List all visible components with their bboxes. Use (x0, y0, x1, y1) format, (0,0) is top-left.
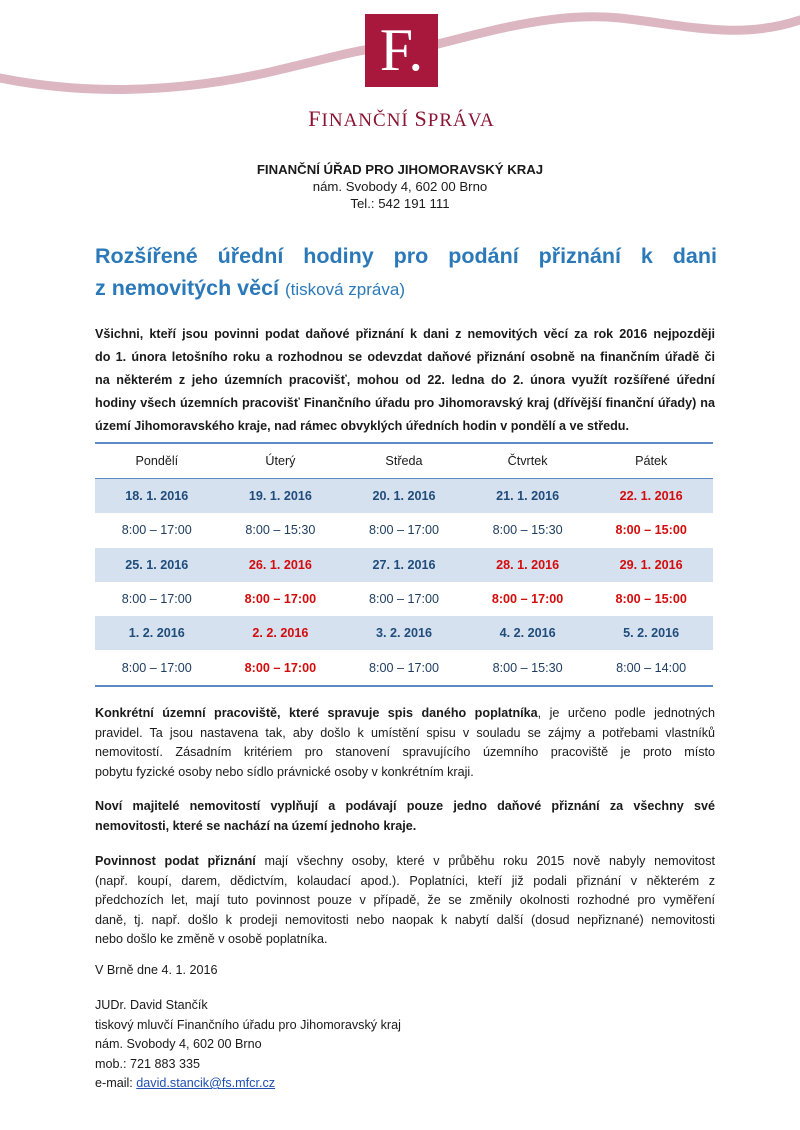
paragraph-line: daně, tj. např. došlo k prodeji nemovitosti nebo naopak k nabytí další (dosud nepřiznané) nemovitosti (95, 912, 715, 927)
header-monday: Pondělí (135, 454, 179, 468)
office-header (95, 161, 705, 212)
logo-letter: F. (379, 17, 424, 83)
date-cell: 2. 2. 2016 (252, 626, 309, 641)
hours-cell: 8:00 – 15:00 (615, 523, 687, 538)
hours-cell: 8:00 – 17:00 (491, 592, 564, 607)
office-phone: Tel.: 542 191 111 (350, 196, 450, 211)
paragraph-line: Konkrétní územní pracoviště, které spravuje spis daného poplatníka, je určeno podle jednotných (95, 706, 715, 720)
paragraph-line: nemovitostí. Zásadním kritériem pro stanovení spravujícího územního pracoviště je proto místo (95, 745, 715, 759)
intro-paragraph (95, 323, 715, 438)
table-row (95, 616, 713, 650)
paragraph-line: nebo došlo ke změně v osobě poplatníka. (95, 932, 328, 946)
hours-cell: 8:00 – 17:00 (368, 592, 439, 607)
paragraph-line: předchozích let, mají tuto povinnost pouze v případě, že se změnily okolnosti rozhodné pro vyměření (95, 893, 715, 907)
office-address: nám. Svobody 4, 602 00 Brno (312, 179, 488, 194)
paragraph-line: Povinnost podat přiznání mají všechny osoby, které v průběhu roku 2015 nově nabyly nemovitost (95, 854, 715, 868)
date-cell: 18. 1. 2016 (125, 489, 189, 504)
signature-mobile: mob.: 721 883 335 (95, 1056, 201, 1071)
date-cell: 28. 1. 2016 (496, 557, 560, 572)
hours-cell: 8:00 – 17:00 (244, 592, 317, 607)
paragraph-line: pobytu fyzické osoby nebo sídlo právnické osoby v konkrétním kraji. (95, 764, 474, 779)
hours-cell: 8:00 – 17:00 (121, 523, 192, 538)
date-line: V Brně dne 4. 1. 2016 (95, 963, 218, 977)
title-line-2: z nemovitých věcí (95, 276, 280, 300)
header-wednesday: Středa (385, 454, 423, 468)
table-row (95, 650, 713, 684)
hours-cell: 8:00 – 15:30 (492, 660, 563, 675)
signature-name: JUDr. David Stančík (95, 998, 208, 1012)
intro-line: hodiny všech územních pracovišť Finančního úřadu pro Jihomoravský kraj (dřívější finanční úřady) na (95, 396, 715, 410)
paragraph-obligation (95, 852, 715, 950)
paragraph-line: pravidel. Ta jsou nastavena tak, aby došlo k umístění spisu v souladu se zájmy a potřebami vlastníků (95, 725, 715, 740)
paragraph-line: nemovitosti, které se nachází na území jednoho kraje. (95, 818, 417, 833)
office-hours-table (95, 442, 713, 687)
hours-cell: 8:00 – 14:00 (616, 660, 687, 675)
header-thursday: Čtvrtek (507, 454, 548, 468)
hours-cell: 8:00 – 15:00 (615, 592, 687, 607)
date-cell: 29. 1. 2016 (619, 557, 683, 572)
table-row (95, 479, 713, 513)
date-cell: 1. 2. 2016 (128, 626, 185, 641)
intro-line: Všichni, kteří jsou povinni podat daňové přiznání k dani z nemovitých věcí za rok 2016 nejpozději (95, 327, 715, 341)
date-cell: 25. 1. 2016 (125, 557, 189, 572)
signature-role: tiskový mluvčí Finančního úřadu pro Jihomoravský kraj (95, 1017, 401, 1032)
title-line-1: Rozšířené úřední hodiny pro podání přiznání k dani (95, 244, 717, 268)
paragraph-line: Noví majitelé nemovitostí vyplňují a podávají pouze jedno daňové přiznání za všechny své (95, 799, 715, 813)
date-cell: 3. 2. 2016 (375, 626, 432, 641)
page-title (95, 240, 717, 306)
date-cell: 19. 1. 2016 (248, 489, 312, 504)
hours-cell: 8:00 – 17:00 (244, 660, 317, 675)
paragraph-line: (např. koupí, darem, dědictvím, kolaudací apod.). Poplatníci, kteří již podali přiznání v některém z (95, 873, 715, 888)
date-cell: 21. 1. 2016 (496, 489, 560, 504)
header-friday: Pátek (635, 454, 668, 468)
signature-block (95, 996, 401, 1094)
title-subtitle: (tisková zpráva) (285, 280, 405, 299)
email-label: e-mail: (95, 1076, 137, 1090)
hours-cell: 8:00 – 17:00 (368, 523, 439, 538)
paragraph-new-owners (95, 797, 715, 836)
table-row (95, 548, 713, 582)
date-cell: 5. 2. 2016 (623, 626, 680, 641)
hours-cell: 8:00 – 17:00 (368, 660, 439, 675)
date-cell: 4. 2. 2016 (499, 626, 556, 641)
brand-name: FINANČNÍ SPRÁVA (308, 106, 495, 131)
hours-cell: 8:00 – 17:00 (121, 592, 192, 607)
date-cell: 26. 1. 2016 (248, 557, 312, 572)
logo-mark (365, 14, 438, 87)
date-cell: 20. 1. 2016 (372, 489, 436, 504)
signature-email-row (95, 1074, 401, 1094)
hours-cell: 8:00 – 17:00 (121, 660, 192, 675)
table-header-row (95, 444, 713, 479)
intro-line: území Jihomoravského kraje, nad rámec obvyklých úředních hodin v pondělí a ve středu. (95, 419, 629, 433)
hours-cell: 8:00 – 15:30 (245, 523, 316, 538)
hours-cell: 8:00 – 15:30 (492, 523, 563, 538)
signature-address: nám. Svobody 4, 602 00 Brno (95, 1037, 262, 1051)
intro-line: na některém z jeho územních pracovišť, mohou od 22. ledna do 2. února využít rozšířené úřední (95, 373, 715, 387)
header-tuesday: Úterý (265, 454, 296, 468)
email-link[interactable]: david.stancik@fs.mfcr.cz (136, 1076, 276, 1090)
intro-line: do 1. února letošního roku a rozhodnou se odevzdat daňové přiznání osobně na finančním úřadě či (95, 350, 715, 364)
date-cell: 27. 1. 2016 (372, 557, 436, 572)
table-row (95, 582, 713, 616)
paragraph-workplace (95, 704, 715, 782)
date-cell: 22. 1. 2016 (619, 489, 683, 504)
office-name: FINANČNÍ ÚŘAD PRO JIHOMORAVSKÝ KRAJ (256, 162, 544, 177)
table-row (95, 513, 713, 547)
